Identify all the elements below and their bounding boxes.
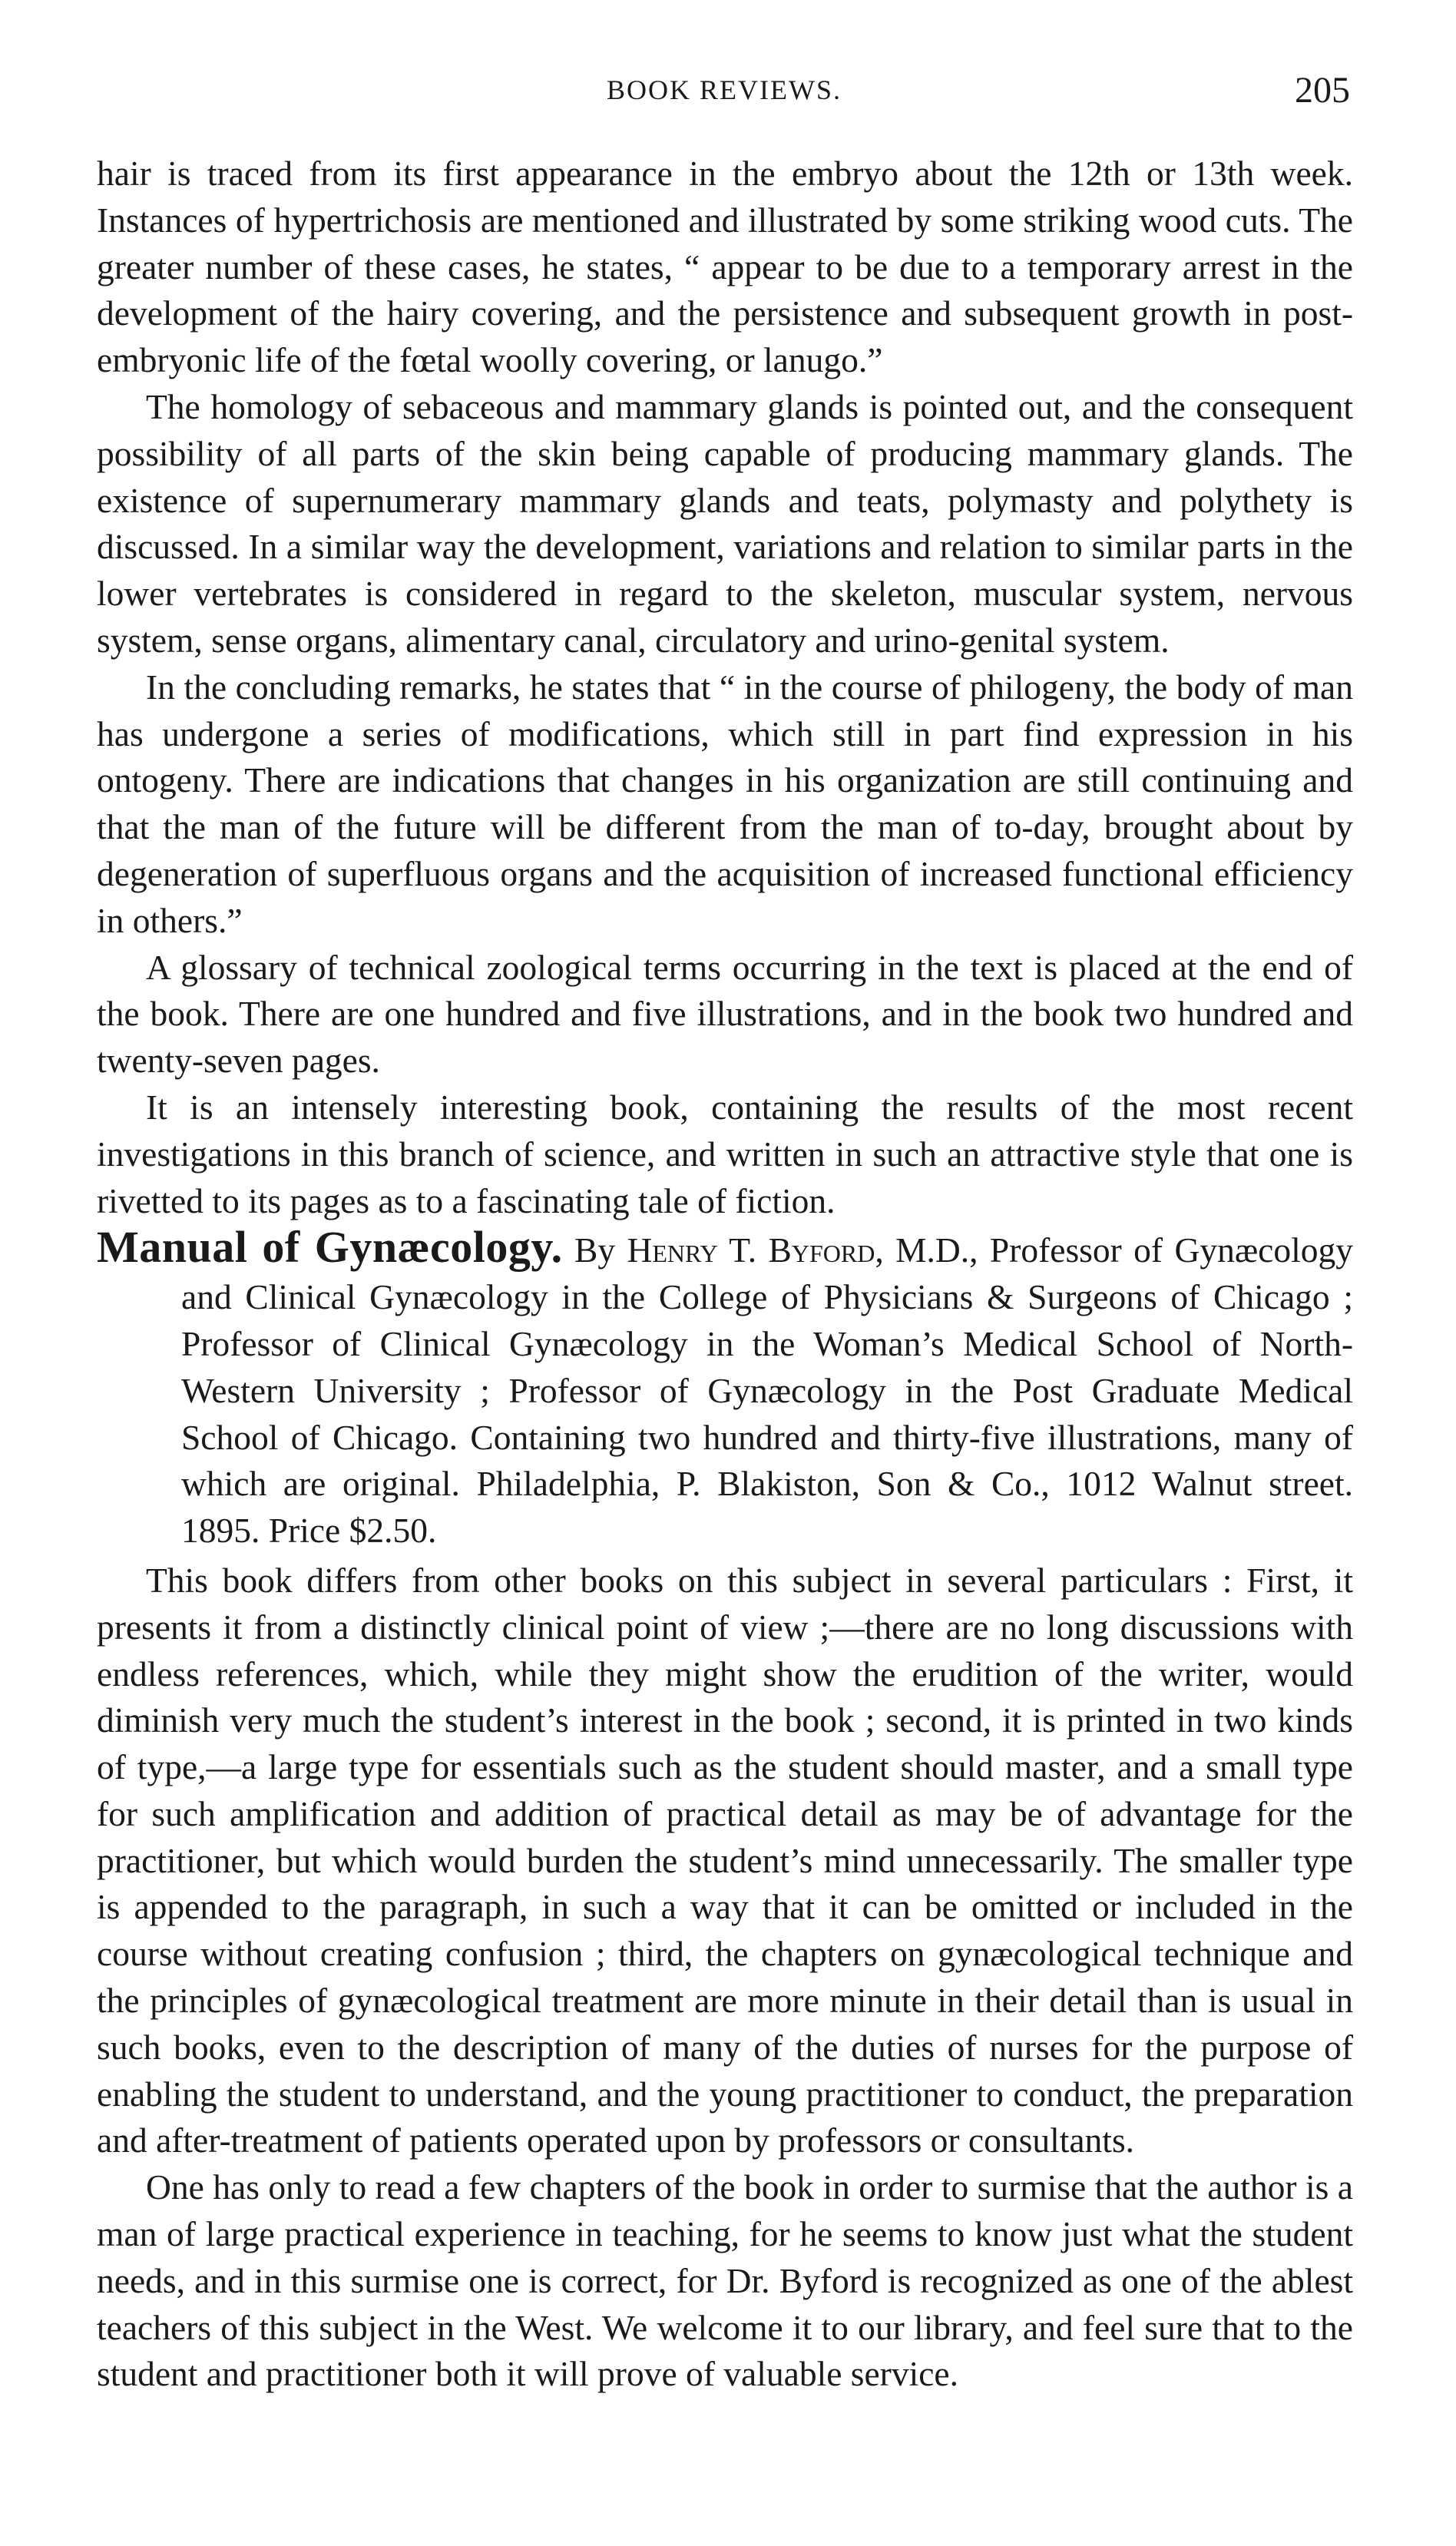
by-word: By bbox=[562, 1230, 627, 1270]
body-text bbox=[97, 151, 1353, 2398]
running-head bbox=[98, 70, 1350, 127]
book-details: , M.D., Professor of Gynæcology and Clinical Gynæcology in the College of Physicians & Surgeons of Chicago ; Professor of Clinical Gynæcology in the Woman’s Medical School of North-Western University ; Professor of Gynæcology in the Post Graduate Medical School of Chicago. Containing two hundred and thirty-five illustrations, many of which are original. Philadelphia, P. Blakiston, Son & Co., 1012 Walnut street. 1895. Price $2.50. bbox=[181, 1230, 1353, 1551]
paragraph-review-verdict: It is an intensely interesting book, containing the results of the most recent investigations in this branch of science, and written in such an attractive style that one is rivetted to its pages as to a fascinating tale of fiction. bbox=[97, 1087, 1353, 1220]
paragraph-book-particulars: This book differs from other books on this subject in several particulars : First, it presents it from a distinctly clinical point of view ;—there are no long discussions with endless references, which, while they might show the erudition of the writer, would diminish very much the student’s interest in the book ; second, it is printed in two kinds of type,—a large type for essentials such as the student should master, and a small type for such amplification and addition of practical detail as may be of advantage for the practitioner, but which would burden the student’s mind unnecessarily. The smaller type is appended to the paragraph, in such a way that it can be omitted or included in the course without creating confusion ; third, the chapters on gynæcological technique and the principles of gynæcological treatment are more minute in their detail than is usual in such books, even to the description of many of the duties of nurses for the purpose of enabling the student to understand, and the young practitioner to conduct, the preparation and after-treatment of patients operated upon by professors or consultants. bbox=[97, 1560, 1353, 2160]
book-title: Manual of Gynæcology. bbox=[97, 1222, 563, 1273]
page-number: 205 bbox=[1295, 70, 1350, 111]
review-header bbox=[97, 1224, 1353, 1554]
running-title: BOOK REVIEWS. bbox=[607, 74, 842, 105]
paragraph-concluding-remarks: In the concluding remarks, he states that “ in the course of philogeny, the body of man has undergone a series of modifications, which still in part find expression in his ontogeny. There are indications that changes in his organization are still continuing and that the man of the future will be different from the man of to-day, brought about by degeneration of superfluous organs and the acquisition of increased functional efficiency in others.” bbox=[97, 667, 1353, 940]
paragraph-hair-development: hair is traced from its first appearance in the embryo about the 12th or 13th week. Instances of hypertrichosis are mentioned and illustrated by some striking wood cuts. The greater number of these cases, he states, “ appear to be due to a temporary arrest in the development of the hairy covering, and the persistence and subsequent growth in post-embryonic life of the fœtal woolly covering, or lanugo.” bbox=[97, 154, 1353, 380]
paragraph-glands-homology: The homology of sebaceous and mammary glands is pointed out, and the consequent possibility of all parts of the skin being capable of producing mammary glands. The existence of supernumerary mammary glands and teats, polymasty and polythety is discussed. In a similar way the development, variations and relation to similar parts in the lower vertebrates is considered in regard to the skeleton, muscular system, nervous system, sense organs, alimentary canal, circulatory and urino-genital system. bbox=[97, 386, 1353, 660]
paragraph-glossary: A glossary of technical zoological terms occurring in the text is placed at the end of the book. There are one hundred and five illustrations, and in the book two hundred and twenty-seven pages. bbox=[97, 947, 1353, 1081]
author-name: Henry T. Byford bbox=[627, 1230, 875, 1270]
paragraph-author-praise: One has only to read a few chapters of the book in order to surmise that the author is a man of large practical experience in teaching, for he seems to know just what the student needs, and in this surmise one is correct, for Dr. Byford is recognized as one of the ablest teachers of this subject in the West. We welcome it to our library, and feel sure that to the student and practitioner both it will prove of valuable service. bbox=[97, 2167, 1353, 2394]
